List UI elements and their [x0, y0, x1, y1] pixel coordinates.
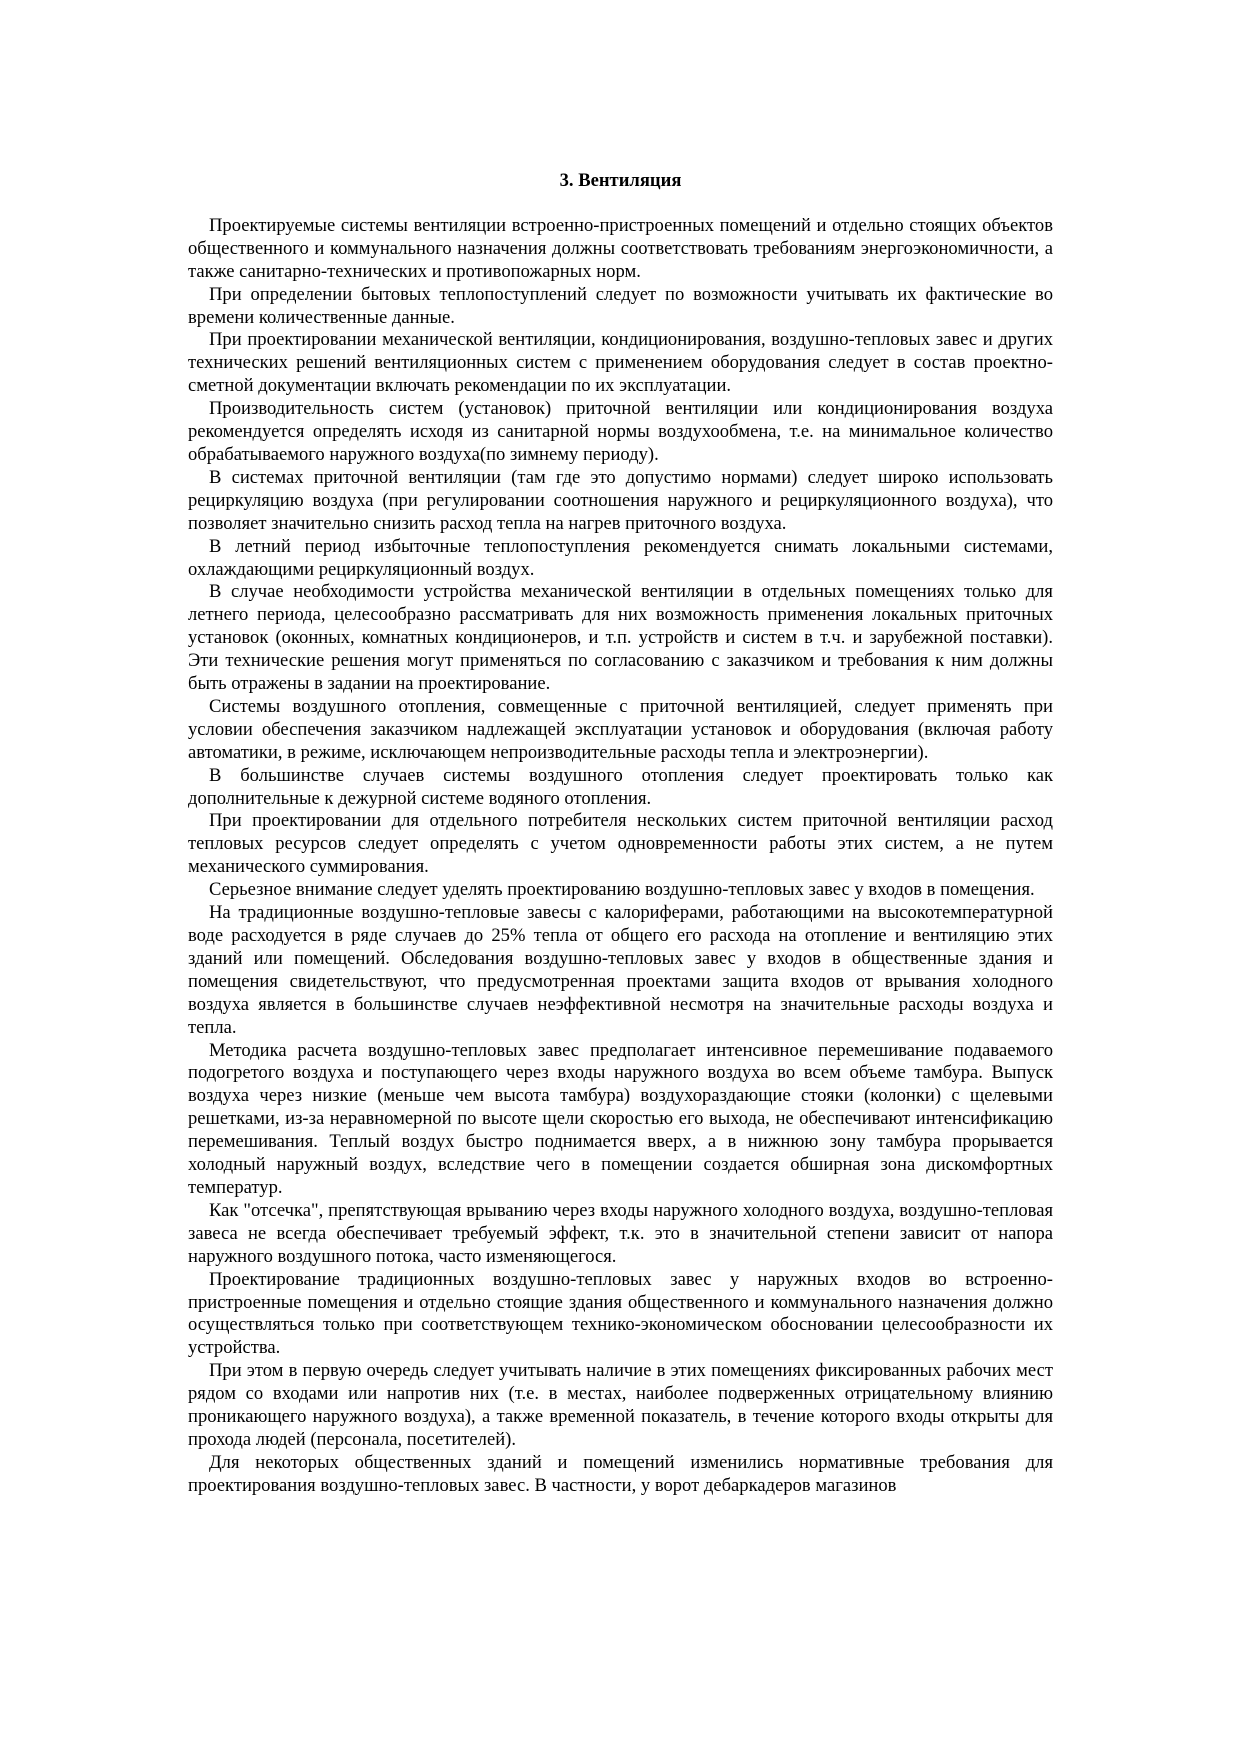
paragraph: При проектировании для отдельного потребителя нескольких систем приточной вентиляции расход тепловых ресурсов следует определять с учетом одновременности работы этих систем, а не путем механического суммирования.	[188, 810, 1053, 878]
paragraph: В системах приточной вентиляции (там где это допустимо нормами) следует широко использовать рециркуляцию воздуха (при регулировании соотношения наружного и рециркуляционного воздуха), что позволяет значительно снизить расход тепла на нагрев приточного воздуха.	[188, 466, 1053, 534]
paragraph: На традиционные воздушно-тепловые завесы с калориферами, работающими на высокотемпературной воде расходуется в ряде случаев до 25% тепла от общего его расхода на отопление и вентиляцию этих зданий или помещений. Обследования воздушно-тепловых завес у входов в общественные здания и помещения свидетельствуют, что предусмотренная проектами защита входов от врывания холодного воздуха является в большинстве случаев неэффективной несмотря на значительные расходы воздуха и тепла.	[188, 902, 1053, 1038]
paragraph: Производительность систем (установок) приточной вентиляции или кондиционирования воздуха рекомендуется определять исходя из санитарной нормы воздухообмена, т.е. на минимальное количество обрабатываемого наружного воздуха(по зимнему периоду).	[188, 398, 1053, 465]
paragraph: Системы воздушного отопления, совмещенные с приточной вентиляцией, следует применять при условии обеспечения заказчиком надлежащей эксплуатации установок и оборудования (включая работу автоматики, в режиме, исключающем непроизводительные расходы тепла и электроэнергии).	[188, 695, 1053, 763]
paragraph: В случае необходимости устройства механической вентиляции в отдельных помещениях только для летнего периода, целесообразно рассматривать для них возможность применения локальных приточных установок (оконных, комнатных кондиционеров, и т.п. устройств и систем в т.ч. и зарубежной поставки). Эти технические решения могут применяться по согласованию с заказчиком и требования к ним должны быть отражены в задании на проектирование.	[188, 581, 1053, 695]
paragraph: Для некоторых общественных зданий и помещений изменились нормативные требования для проектирования воздушно-тепловых завес. В частности, у ворот дебаркадеров магазинов	[188, 1451, 1053, 1496]
paragraph: Как "отсечка", препятствующая врыванию через входы наружного холодного воздуха, воздушно-тепловая завеса не всегда обеспечивает требуемый эффект, т.к. это в значительной степени зависит от напора наружного воздушного потока, часто изменяющегося.	[188, 1199, 1053, 1267]
paragraph: При этом в первую очередь следует учитывать наличие в этих помещениях фиксированных рабочих мест рядом со входами или напротив них (т.е. в местах, наиболее подверженных отрицательному влиянию проникающего наружного воздуха), а также временной показатель, в течение которого входы открыты для прохода людей (персонала, посетителей).	[188, 1360, 1053, 1450]
document-body	[188, 170, 1053, 1498]
paragraph: Методика расчета воздушно-тепловых завес предполагает интенсивное перемешивание подаваемого подогретого воздуха и поступающего через входы наружного воздуха во всем объеме тамбура. Выпуск воздуха через низкие (меньше чем высота тамбура) воздухораздающие стояки (колонки) с щелевыми решетками, из-за неравномерной по высоте щели скоростью его выхода, не обеспечивают интенсификацию перемешивания. Теплый воздух быстро поднимается вверх, а в нижнюю зону тамбура прорывается холодный наружный воздух, вследствие чего в помещении создается обширная зона дискомфортных температур.	[188, 1039, 1053, 1198]
paragraph: Проектирование традиционных воздушно-тепловых завес у наружных входов во встроенно-пристроенные помещения и отдельно стоящие здания общественного и коммунального назначения должно осуществляться только при соответствующем технико-экономическом обосновании целесообразности их устройства.	[188, 1268, 1053, 1359]
paragraph: В большинстве случаев системы воздушного отопления следует проектировать только как дополнительные к дежурной системе водяного отопления.	[188, 764, 1053, 809]
paragraph: Проектируемые системы вентиляции встроенно-пристроенных помещений и отдельно стоящих объектов общественного и коммунального назначения должны соответствовать требованиям энергоэкономичности, а также санитарно-технических и противопожарных норм.	[188, 214, 1053, 282]
section-title: 3. Вентиляция	[559, 170, 682, 191]
paragraph: В летний период избыточные теплопоступления рекомендуется снимать локальными системами, охлаждающими рециркуляционный воздух.	[188, 535, 1053, 580]
paragraph: Серьезное внимание следует уделять проектированию воздушно-тепловых завес у входов в помещения.	[209, 879, 1035, 901]
paragraph: При проектировании механической вентиляции, кондиционирования, воздушно-тепловых завес и других технических решений вентиляционных систем с применением оборудования следует в состав проектно-сметной документации включать рекомендации по их эксплуатации.	[188, 329, 1053, 397]
paragraph: При определении бытовых теплопоступлений следует по возможности учитывать их фактические во времени количественные данные.	[188, 283, 1053, 328]
